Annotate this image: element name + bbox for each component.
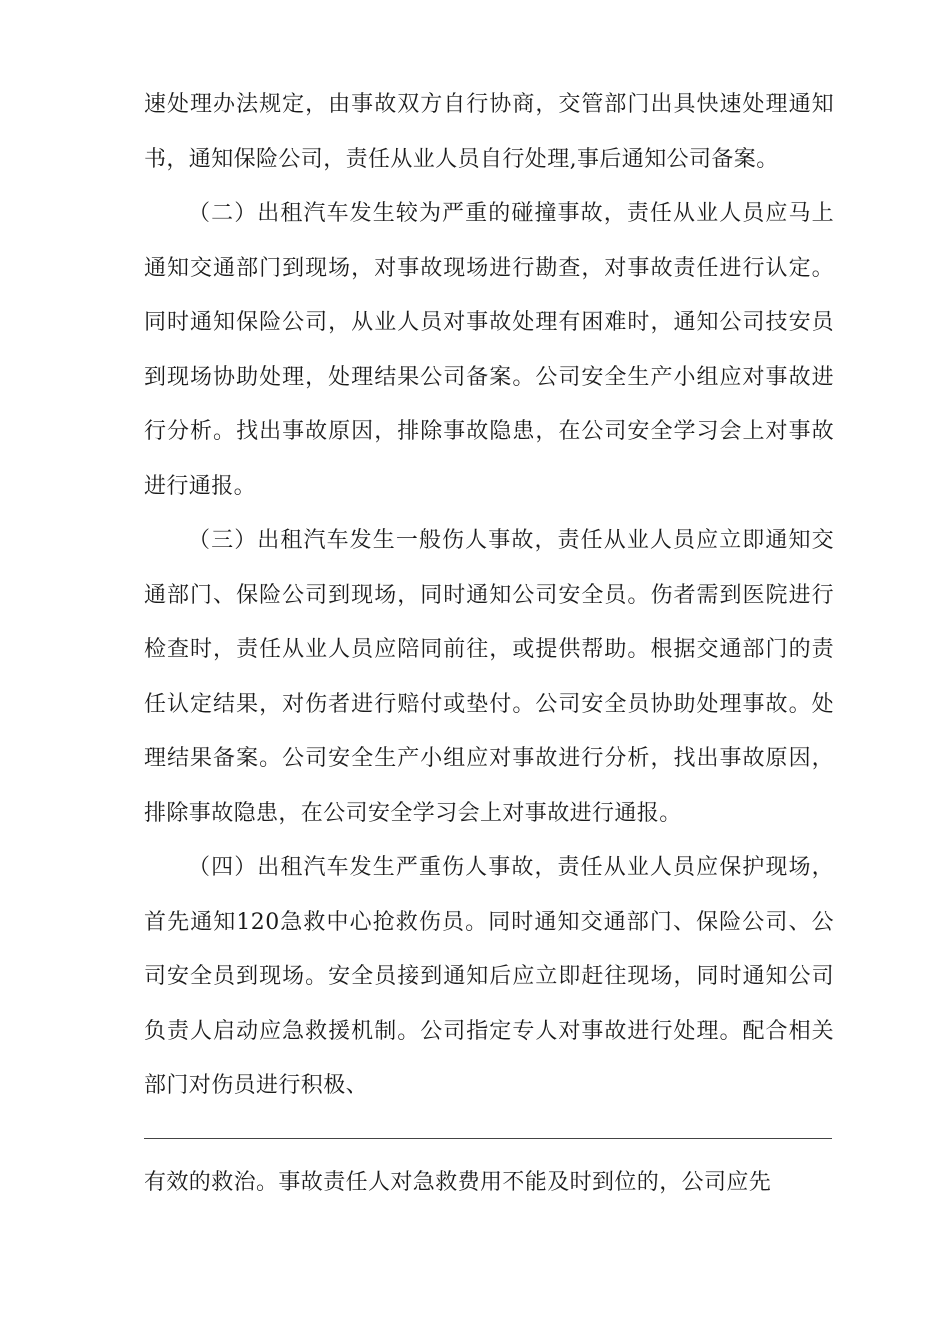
paragraph-general-injury: （三）出租汽车发生一般伤人事故，责任从业人员应立即通知交通部门、保险公司到现场，同时通知公司安全员。伤者需到医院进行检查时，责任从业人员应陪同前往，或提供帮助。根据交通部门的责任认定结果，对伤者进行赔付或垫付。公司安全员协助处理事故。处理结果备案。公司安全生产小组应对事故进行分析，找出事故原因，排除事故隐患，在公司安全学习会上对事故进行通报。 [144, 528, 834, 826]
paragraph-continuation: 有效的救治。事故责任人对急救费用不能及时到位的，公司应先 [144, 1170, 772, 1195]
paragraph-quick-handling: 速处理办法规定，由事故双方自行协商，交管部门出具快速处理通知书，通知保险公司，责任从业人员自行处理,事后通知公司备案。 [144, 92, 834, 172]
paragraph-serious-injury: （四）出租汽车发生严重伤人事故，责任从业人员应保护现场，首先通知120急救中心抢救伤员。同时通知交通部门、保险公司、公司安全员到现场。安全员接到通知后应立即赶往现场，同时通知公司负责人启动应急救援机制。公司指定专人对事故进行处理。配合相关部门对伤员进行积极、 [144, 855, 834, 1098]
document-page [144, 78, 834, 1114]
page-divider [144, 1138, 832, 1139]
paragraph-serious-collision: （二）出租汽车发生较为严重的碰撞事故，责任从业人员应马上通知交通部门到现场，对事故现场进行勘查，对事故责任进行认定。同时通知保险公司，从业人员对事故处理有困难时，通知公司技安员到现场协助处理，处理结果公司备案。公司安全生产小组应对事故进行分析。找出事故原因，排除事故隐患，在公司安全学习会上对事故进行通报。 [144, 201, 834, 499]
next-page [144, 1156, 834, 1211]
